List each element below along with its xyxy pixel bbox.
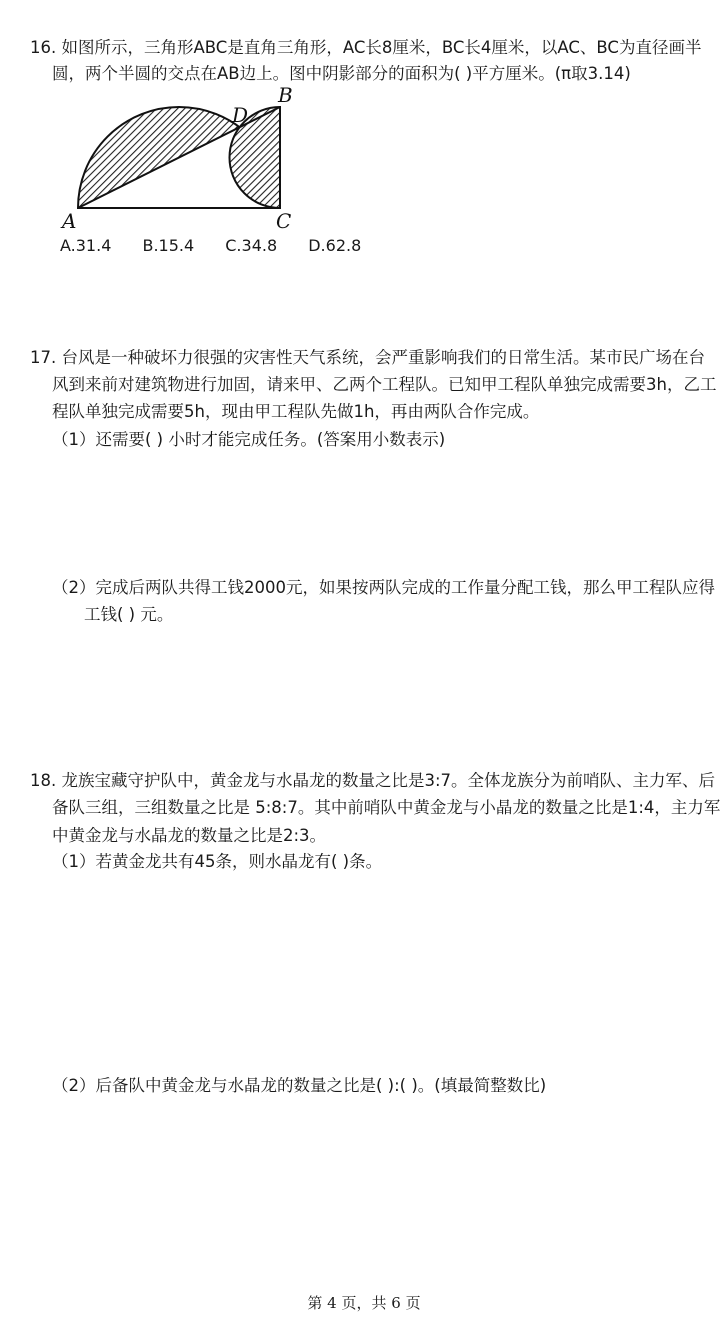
q17-sub1: （1）还需要( ) 小时才能完成任务。(答案用小数表示) bbox=[52, 430, 446, 449]
q16-options bbox=[60, 236, 387, 255]
option-a[interactable]: A.31.4 bbox=[60, 236, 112, 255]
q18-text-line2: 备队三组，三组数量之比是 5:8:7。其中前哨队中黄金龙与小晶龙的数量之比是1:4，主力军 bbox=[52, 798, 721, 817]
q17-text-line3: 程队单独完成需要5h，现由甲工程队先做1h，再由两队合作完成。 bbox=[52, 402, 540, 421]
label-A: A bbox=[62, 209, 77, 233]
q16-geometry-figure bbox=[58, 86, 308, 236]
label-B: B bbox=[278, 86, 293, 107]
option-b[interactable]: B.15.4 bbox=[142, 236, 195, 255]
q18-sub1: （1）若黄金龙共有45条，则水晶龙有( )条。 bbox=[52, 852, 383, 871]
option-c[interactable]: C.34.8 bbox=[225, 236, 278, 255]
option-d[interactable]: D.62.8 bbox=[308, 236, 362, 255]
q16-text-line2: 圆，两个半圆的交点在AB边上。图中阴影部分的面积为( )平方厘米。(π取3.14) bbox=[52, 64, 631, 83]
q18-sub2: （2）后备队中黄金龙与水晶龙的数量之比是( ):( )。(填最简整数比) bbox=[52, 1076, 547, 1095]
q16-text-line1: 16. 如图所示，三角形ABC是直角三角形，AC长8厘米，BC长4厘米，以AC、BC为直径画半 bbox=[30, 38, 702, 57]
q18-text-line1: 18. 龙族宝藏守护队中，黄金龙与水晶龙的数量之比是3:7。全体龙族分为前哨队、主力军、后 bbox=[30, 771, 716, 790]
q17-sub2-line2: 工钱( ) 元。 bbox=[84, 605, 174, 624]
q17-text-line2: 风到来前对建筑物进行加固，请来甲、乙两个工程队。已知甲工程队单独完成需要3h，乙工 bbox=[52, 375, 717, 394]
q17-sub2-line1: （2）完成后两队共得工钱2000元，如果按两队完成的工作量分配工钱，那么甲工程队应得 bbox=[52, 578, 715, 597]
label-D: D bbox=[232, 103, 249, 127]
page-footer: 第 4 页，共 6 页 bbox=[307, 1294, 421, 1312]
q17-text-line1: 17. 台风是一种破坏力很强的灾害性天气系统，会严重影响我们的日常生活。某市民广场在台 bbox=[30, 348, 705, 367]
q18-text-line3: 中黄金龙与水晶龙的数量之比是2:3。 bbox=[52, 826, 327, 845]
label-C: C bbox=[276, 209, 292, 233]
